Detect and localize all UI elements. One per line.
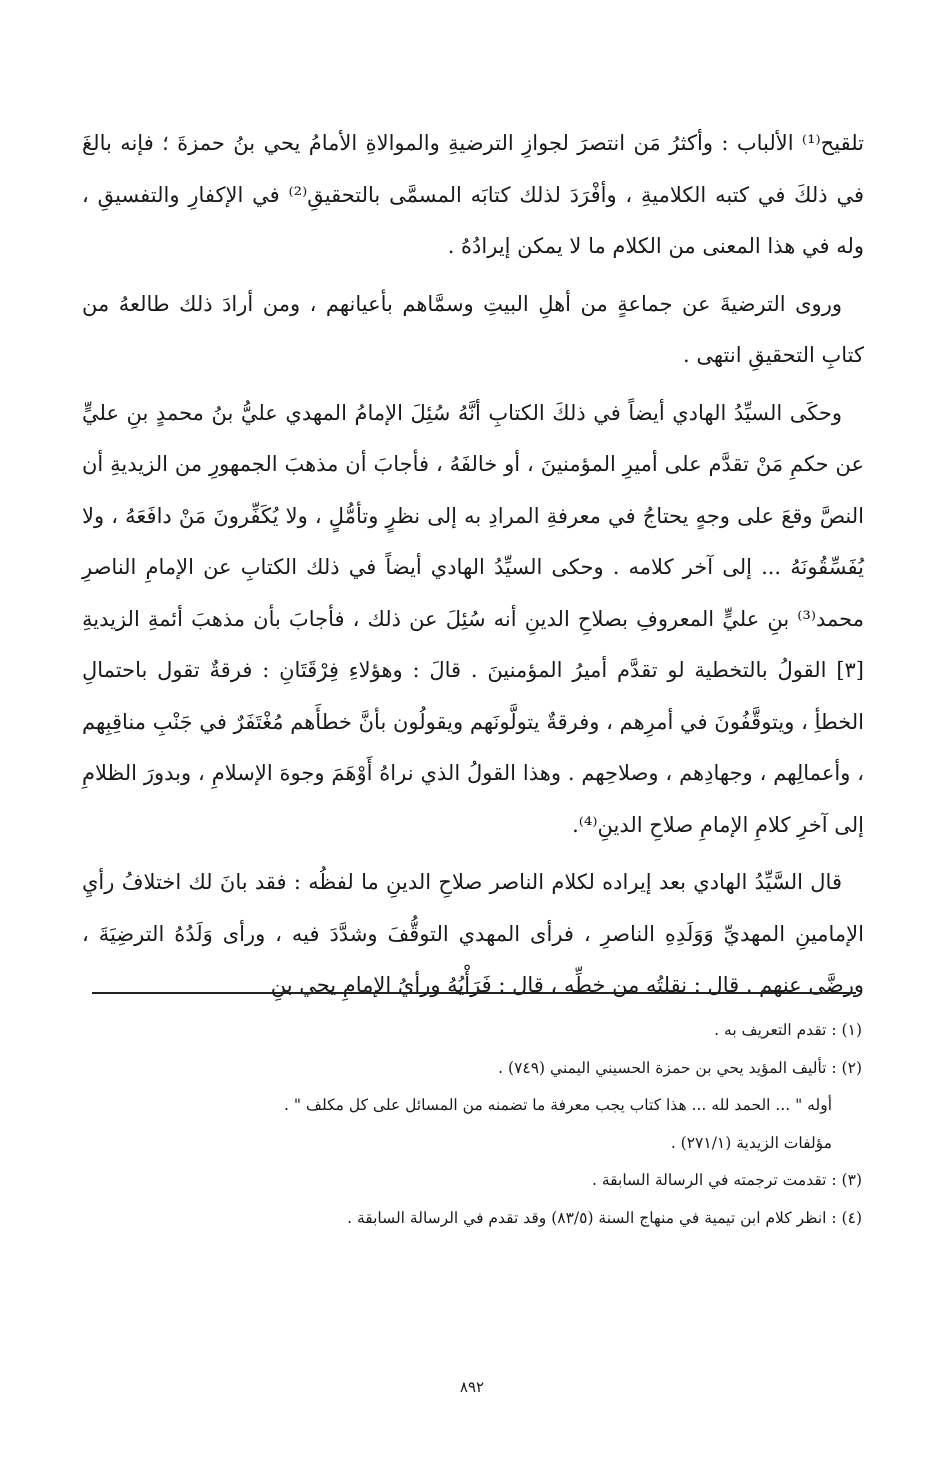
footnote-separator xyxy=(92,992,856,994)
footnote-2-source: مؤلفات الزيدية (٢٧١/١) . xyxy=(670,1133,832,1152)
main-text xyxy=(82,118,864,1018)
footnotes xyxy=(140,1012,862,1237)
footnote-1: (١) : تقدم التعريف به . xyxy=(714,1021,862,1039)
footnote-2-quote: أوله " ... الحمد لله ... هذا كتاب يجب معرفة ما تضمنه من المسائل على كل مكلف " . xyxy=(283,1096,832,1114)
page-number: ٨٩٢ xyxy=(459,1378,485,1396)
footnote-2: (٢) : تأليف المؤيد يحي بن حمزة الحسيني اليمني (٧٤٩) . xyxy=(498,1058,862,1077)
footnote-4: (٤) : انظر كلام ابن تيمية في منهاج السنة (٨٣/٥) وقد تقدم في الرسالة السابقة . xyxy=(347,1208,862,1227)
footnote-3: (٣) : تقدمت ترجمته في الرسالة السابقة . xyxy=(592,1171,862,1189)
paragraph-2: وروى الترضيةَ عن جماعةٍ من أهلِ البيتِ وسمَّاهم بأعيانهم ، ومن أرادَ ذلك طالعهُ من كتابِ التحقيقِ انتهى . xyxy=(82,291,864,367)
paragraph-3: وحكَى السيِّدُ الهادي أيضاً في ذلكَ الكتابِ أنَّهُ سُئِلَ الإمامُ المهدي عليُّ بنُ محمدٍ بنِ عليٍّ عن حكمِ مَنْ تقدَّم على أميرِ المؤمنينَ ، أو خالفَهُ ، فأجابَ أن مذهبَ الجمهورِ من الزيديةِ أن النصَّ وقعَ على وجهٍ يحتاجُ في معرفةِ المرادِ به إلى نظرٍ وتأمُّلٍ ، ولا يُكَفِّرونَ مَنْ دافَعَهُ ، ولا يُفَسِّقُونَهُ ... إلى آخر كلامه . وحكى السيِّدُ الهادي أيضاً في ذلك الكتابِ عن الإمامِ الناصرِ محمد⁽³⁾ بنِ عليٍّ المعروفِ بصلاحِ الدينِ أنه سُئِلَ عن ذلك ، فأجابَ بأن مذهبَ أئمةِ الزيديةِ [٣] القولُ بالتخطية لو تقدَّم أميرُ المؤمنينَ . قالَ : وهؤلاءِ فِرْقَتَانِ : فرقةٌ تقول باحتمالِ الخطأِ ، ويتوقَّفُونَ في أمرِهم ، وفرقةٌ يتولَّونَهم ويقولُون بأنَّ خطأَهم مُغْتَفَرٌ في جَنْبِ مناقِبِهم ، وأعمالِهم ، وجهادِهم ، وصلاحِهم . وهذا القولُ الذي نراهُ أَوْهَمَ وجوهَ الإسلامِ ، وبدورَ الظلامِ إلى آخرِ كلامِ الإمامِ صلاحِ الدينِ⁽⁴⁾. xyxy=(82,400,864,837)
paragraph-1: تلقيح⁽¹⁾ الألباب : وأكثرُ مَن انتصرَ لجوازِ الترضيةِ والموالاةِ الأمامُ يحي بنُ حمزةَ ؛ فإنه بالغَ في ذلكَ في كتبه الكلاميةِ ، وأفْرَدَ لذلك كتابَه المسمَّى بالتحقيقِ⁽²⁾ في الإكفارِ والتفسيقِ ، وله في هذا المعنى من الكلام ما لا يمكن إيرادُهُ . xyxy=(82,131,864,258)
paragraph-4: قال السَّيِّدُ الهادي بعد إيراده لكلام الناصر صلاحِ الدينِ ما لفظُه : فقد بانَ لك اختلافُ رأيِ الإمامينِ المهديِّ وَوَلَدِهِ الناصرِ ، فرأى المهدي التوقُّفَ وشدَّدَ فيه ، ورأى وَلَدُهُ الترضِيَةَ ، ورضَّى عنهم . قال : نقلتُه من خطِّه ، قال : فَرَأْيُهُ ورأيُ الإمامِ يحي بنِ xyxy=(82,870,864,997)
